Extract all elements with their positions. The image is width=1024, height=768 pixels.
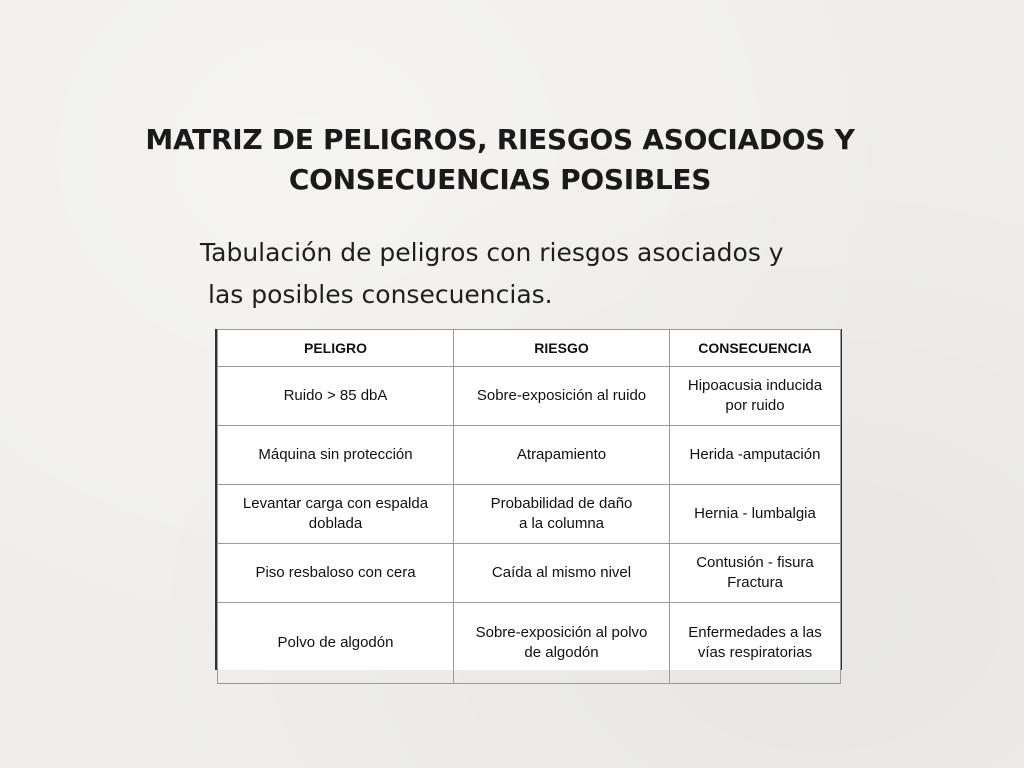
cell-text: Enfermedades a las bbox=[688, 624, 822, 641]
cell-text: Herida -amputación bbox=[689, 446, 821, 463]
cell-text: Fractura bbox=[727, 574, 783, 591]
cell-text: Hernia - lumbalgia bbox=[694, 505, 816, 522]
cell-peligro bbox=[218, 603, 454, 684]
table-row bbox=[218, 485, 841, 544]
slide-subtitle bbox=[200, 232, 900, 316]
cell-text: Hipoacusia inducida bbox=[687, 377, 823, 394]
title-line-1: MATRIZ DE PELIGROS, RIESGOS ASOCIADOS Y bbox=[145, 123, 855, 156]
table-row bbox=[218, 367, 841, 426]
cell-consecuencia bbox=[670, 426, 841, 485]
slide-title bbox=[0, 120, 1000, 200]
cell-peligro bbox=[218, 367, 454, 426]
cell-text: Polvo de algodón bbox=[277, 634, 394, 651]
table-header-row bbox=[218, 330, 841, 367]
cell-riesgo bbox=[454, 485, 670, 544]
header-riesgo: RIESGO bbox=[454, 330, 670, 367]
cell-riesgo bbox=[454, 603, 670, 684]
header-consecuencia: CONSECUENCIA bbox=[670, 330, 841, 367]
cell-text: por ruido bbox=[725, 397, 785, 414]
cell-consecuencia bbox=[670, 603, 841, 684]
cell-peligro bbox=[218, 485, 454, 544]
cell-text: Máquina sin protección bbox=[258, 446, 413, 463]
cell-text: Probabilidad de daño bbox=[490, 495, 633, 512]
cell-consecuencia bbox=[670, 367, 841, 426]
cell-consecuencia bbox=[670, 485, 841, 544]
cell-text: Caída al mismo nivel bbox=[491, 564, 632, 581]
cell-text: vías respiratorias bbox=[697, 644, 813, 661]
table-row bbox=[218, 603, 841, 684]
cell-riesgo bbox=[454, 367, 670, 426]
cell-text: doblada bbox=[308, 515, 363, 532]
hazard-table bbox=[217, 329, 841, 684]
subtitle-line-2: las posibles consecuencias. bbox=[208, 280, 553, 309]
cell-riesgo bbox=[454, 544, 670, 603]
cell-text: de algodón bbox=[524, 644, 599, 661]
cell-text: Atrapamiento bbox=[516, 446, 607, 463]
table-row bbox=[218, 544, 841, 603]
cell-peligro bbox=[218, 426, 454, 485]
cell-text: Sobre-exposición al polvo bbox=[475, 624, 648, 641]
title-line-2: CONSECUENCIAS POSIBLES bbox=[288, 163, 712, 196]
cell-text: Ruido > 85 dbA bbox=[283, 387, 388, 404]
cell-text: Contusión - fisura bbox=[696, 554, 814, 571]
table-row bbox=[218, 426, 841, 485]
subtitle-line-1: Tabulación de peligros con riesgos asociados y bbox=[200, 238, 784, 267]
cell-text: Levantar carga con espalda bbox=[242, 495, 429, 512]
cell-peligro bbox=[218, 544, 454, 603]
cell-consecuencia bbox=[670, 544, 841, 603]
cell-text: Piso resbaloso con cera bbox=[255, 564, 416, 581]
cell-riesgo bbox=[454, 426, 670, 485]
hazard-matrix-table bbox=[215, 329, 842, 670]
header-peligro: PELIGRO bbox=[218, 330, 454, 367]
cell-text: Sobre-exposición al ruido bbox=[476, 387, 647, 404]
cell-text: a la columna bbox=[518, 515, 605, 532]
